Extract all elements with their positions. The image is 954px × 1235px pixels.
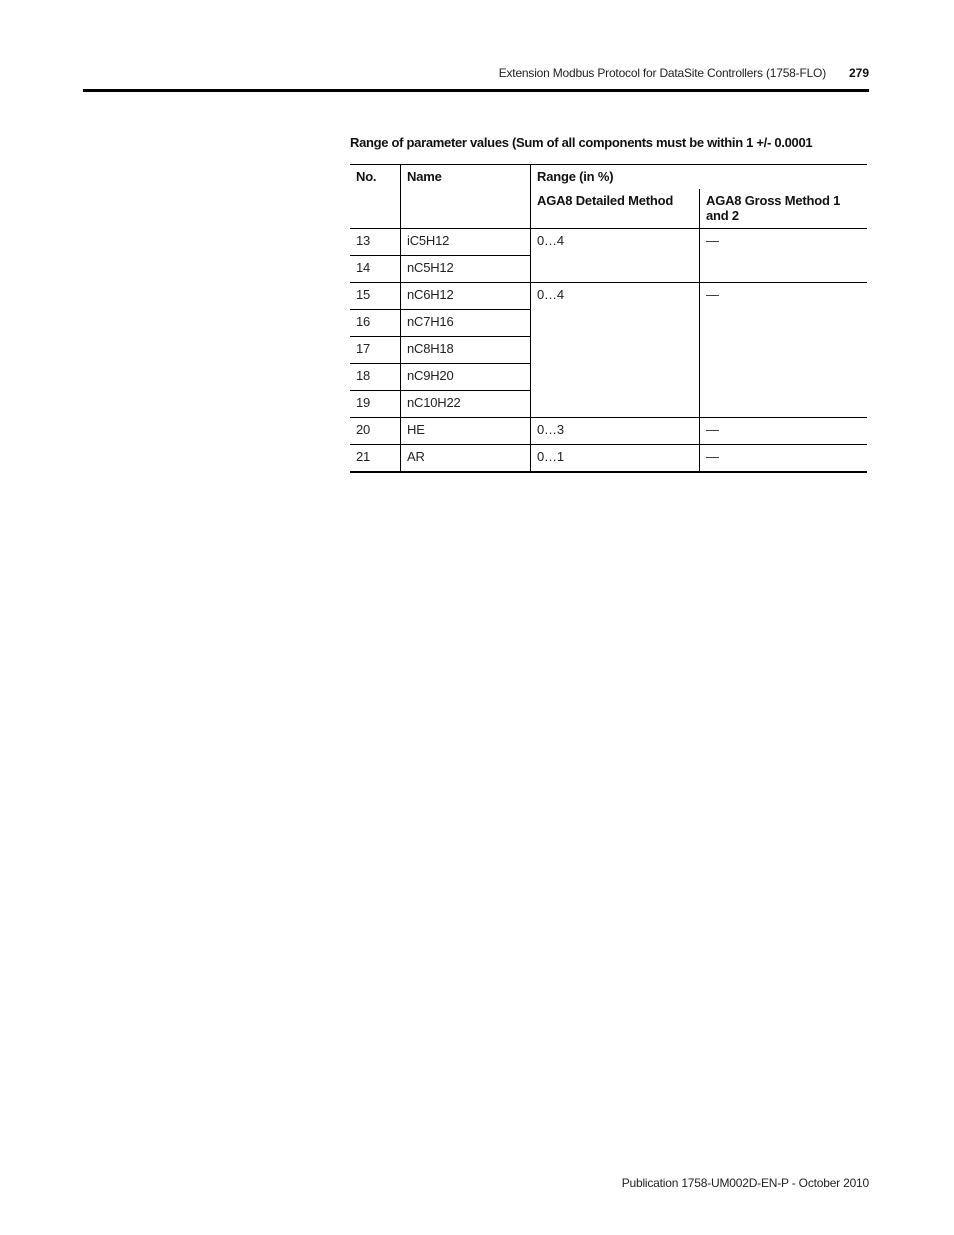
column-header-gross: AGA8 Gross Method 1 and 2 [700,189,868,229]
table-header-row [350,165,867,190]
table-row [350,418,867,445]
cell-detailed-range: 0…3 [531,418,700,445]
cell-name: AR [401,445,531,473]
running-header: Extension Modbus Protocol for DataSite Controllers (1758-FLO) [498,66,826,80]
cell-name: HE [401,418,531,445]
cell-gross-range: — [700,445,868,473]
cell-name: nC5H12 [401,256,531,283]
table-title: Range of parameter values (Sum of all components must be within 1 +/- 0.0001 [350,135,813,150]
page-number: 279 [848,66,869,80]
cell-no: 14 [350,256,401,283]
cell-no: 16 [350,310,401,337]
cell-name: iC5H12 [401,229,531,256]
cell-no: 20 [350,418,401,445]
cell-detailed-range: 0…4 [531,283,700,418]
parameter-range-table [350,164,867,473]
cell-name: nC8H18 [401,337,531,364]
cell-no: 17 [350,337,401,364]
table-row [350,283,867,310]
column-header-range: Range (in %) [531,165,868,190]
cell-name: nC10H22 [401,391,531,418]
column-header-name: Name [401,165,531,229]
cell-detailed-range: 0…4 [531,229,700,283]
cell-gross-range: — [700,418,868,445]
cell-no: 13 [350,229,401,256]
table-row [350,445,867,473]
cell-no: 15 [350,283,401,310]
column-header-detailed: AGA8 Detailed Method [531,189,700,229]
cell-no: 18 [350,364,401,391]
cell-gross-range: — [700,229,868,283]
cell-gross-range: — [700,283,868,418]
cell-name: nC9H20 [401,364,531,391]
table-row [350,229,867,256]
cell-detailed-range: 0…1 [531,445,700,473]
column-header-no: No. [350,165,401,229]
cell-no: 21 [350,445,401,473]
cell-name: nC6H12 [401,283,531,310]
cell-no: 19 [350,391,401,418]
cell-name: nC7H16 [401,310,531,337]
footer-publication: Publication 1758-UM002D-EN-P - October 2010 [621,1176,869,1190]
header-rule [83,89,869,92]
